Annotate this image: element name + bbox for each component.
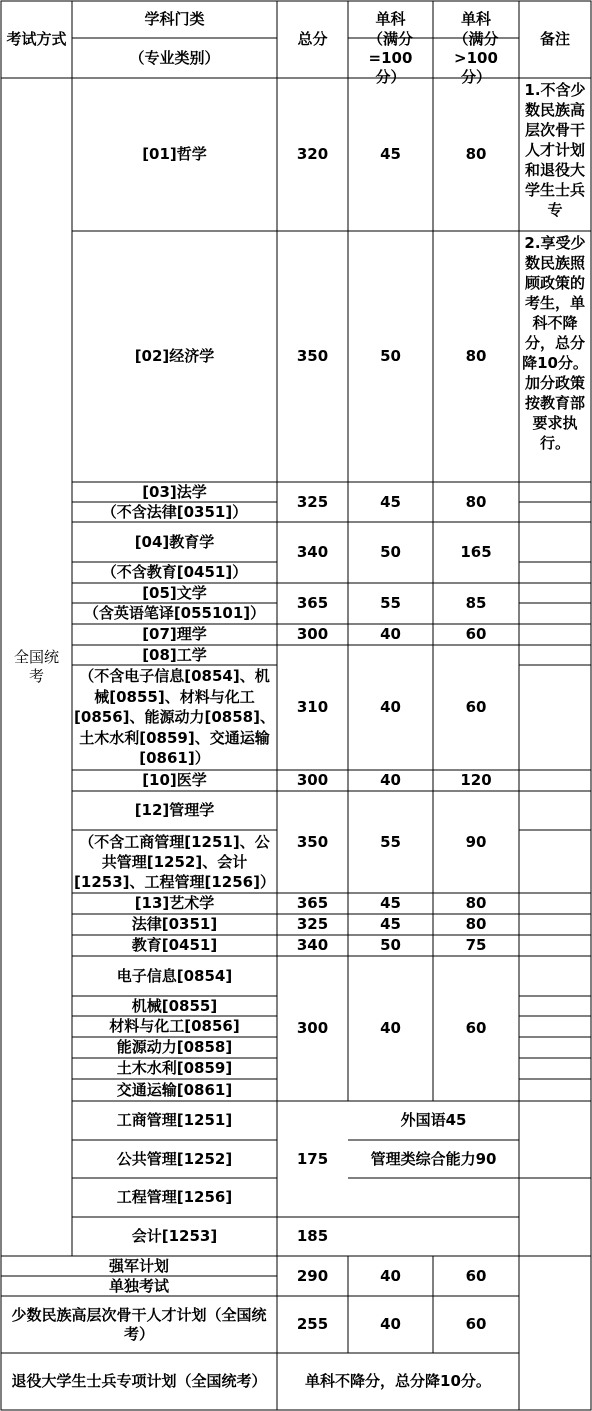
row-philosophy-single-b: 80 — [465, 145, 487, 163]
row-management-total: 350 — [296, 832, 329, 851]
row-eng-group-item: 交通运输[0861] — [116, 1080, 233, 1099]
row-mgmt-group-item: 工程管理[1256] — [116, 1188, 233, 1206]
row-economics-single-a: 50 — [380, 347, 401, 365]
row-special-total: 290 — [296, 1266, 329, 1285]
row-eng-group-item: 材料与化工[0856] — [109, 1017, 240, 1035]
row-management-single-a: 55 — [380, 832, 401, 851]
row-literature-total: 365 — [296, 594, 329, 612]
row-art-single-b: 80 — [465, 894, 487, 912]
row-management-note: （不含工商管理[1251]、公共管理[1252]、会计[1253]、工程管理[1256]） — [74, 832, 275, 891]
row-veteran-name: 退役大学生士兵专项计划（全国统考） — [11, 1372, 267, 1390]
row-law-prof-single-a: 45 — [380, 915, 401, 933]
row-veteran-policy: 单科不降分，总分降10分。 — [305, 1372, 491, 1390]
row-minority-single-a: 40 — [380, 1315, 401, 1333]
row-mgmt-group-mgmt-ability: 管理类综合能力90 — [370, 1149, 497, 1168]
row-law-name: [03]法学 — [142, 482, 207, 501]
row-medicine-total: 300 — [296, 771, 329, 789]
row-education-single-a: 50 — [380, 543, 401, 561]
row-special-name-1: 强军计划 — [108, 1256, 169, 1275]
row-eng-group-item: 机械[0855] — [131, 996, 218, 1015]
row-economics-single-b: 80 — [465, 347, 487, 365]
header-remarks: 备注 — [539, 30, 570, 48]
row-special-name-2: 单独考试 — [108, 1276, 169, 1295]
header-single-b-sub: （满分>100分） — [453, 29, 499, 86]
row-education-name: [04]教育学 — [134, 532, 215, 551]
row-engineering-total: 310 — [296, 698, 329, 716]
row-literature-name: [05]文学 — [142, 583, 207, 602]
row-eng-group-item: 能源动力[0858] — [116, 1038, 233, 1056]
row-mgmt-group-total: 175 — [296, 1149, 329, 1168]
row-law-note: （不含法律[0351]） — [101, 502, 248, 521]
row-medicine-single-a: 40 — [380, 771, 401, 789]
row-economics-total: 350 — [296, 347, 329, 365]
row-edu-prof-name: 教育[0451] — [131, 936, 218, 954]
row-philosophy-total: 320 — [296, 145, 329, 163]
row-accounting-total: 185 — [296, 1227, 329, 1245]
row-art-name: [13]艺术学 — [134, 894, 215, 912]
row-special-single-a: 40 — [380, 1266, 401, 1285]
row-minority-single-b: 60 — [465, 1315, 487, 1333]
row-eng-group-item: 土木水利[0859] — [116, 1059, 233, 1077]
row-eng-group-total: 300 — [296, 1019, 329, 1037]
row-economics-name: [02]经济学 — [134, 347, 215, 365]
row-management-single-b: 90 — [465, 832, 487, 851]
row-law-single-a: 45 — [380, 492, 401, 511]
row-philosophy-name: [01]哲学 — [142, 145, 207, 163]
row-engineering-note: （不含电子信息[0854]、机械[0855]、材料与化工[0856]、能源动力[0858]、土木水利[0859]、交通运输[0861]） — [74, 667, 275, 768]
row-art-single-a: 45 — [380, 894, 401, 912]
row-edu-prof-total: 340 — [296, 936, 329, 954]
row-education-single-b: 165 — [460, 543, 492, 561]
row-mgmt-group-foreign-lang: 外国语45 — [400, 1111, 467, 1129]
row-law-single-b: 80 — [465, 492, 487, 511]
row-management-name: [12]管理学 — [134, 801, 215, 819]
row-philosophy-single-a: 45 — [380, 145, 401, 163]
header-major-category: （专业类别） — [129, 48, 220, 67]
row-engineering-single-a: 40 — [380, 698, 401, 716]
row-science-name: [07]理学 — [142, 625, 207, 643]
row-mgmt-group-item: 公共管理[1252] — [116, 1149, 233, 1168]
row-law-prof-name: 法律[0351] — [131, 915, 218, 933]
header-single-a: 单科 — [375, 10, 406, 28]
header-total: 总分 — [297, 30, 328, 48]
header-subject-category: 学科门类 — [144, 10, 205, 28]
row-minority-total: 255 — [296, 1315, 329, 1333]
row-eng-group-single-b: 60 — [465, 1019, 487, 1037]
row-medicine-single-b: 120 — [460, 771, 492, 789]
row-law-total: 325 — [296, 492, 329, 511]
remark-note-2: 2.享受少数民族照顾政策的考生，单科不降分，总分降10分。加分政策按教育部要求执行。 — [522, 234, 588, 452]
row-science-total: 300 — [296, 625, 329, 643]
exam-method-national: 全国统考 — [13, 648, 59, 685]
row-eng-group-single-a: 40 — [380, 1019, 401, 1037]
header-single-a-sub: （满分=100分） — [367, 29, 413, 86]
row-engineering-name: [08]工学 — [142, 645, 207, 664]
header-exam-method: 考试方式 — [6, 30, 67, 48]
row-science-single-a: 40 — [380, 625, 401, 643]
row-art-total: 365 — [296, 894, 329, 912]
row-engineering-single-b: 60 — [465, 698, 487, 716]
row-eng-group-item: 电子信息[0854] — [116, 966, 233, 985]
row-accounting-name: 会计[1253] — [131, 1227, 218, 1245]
header-single-b: 单科 — [460, 10, 491, 28]
row-science-single-b: 60 — [465, 625, 487, 643]
row-education-note: （不含教育[0451]） — [101, 563, 248, 581]
row-literature-note: （含英语笔译[055101]） — [83, 604, 266, 622]
row-edu-prof-single-a: 50 — [380, 936, 401, 954]
row-literature-single-b: 85 — [465, 594, 487, 612]
row-special-single-b: 60 — [465, 1266, 487, 1285]
row-edu-prof-single-b: 75 — [465, 936, 487, 954]
row-minority-name: 少数民族高层次骨干人才计划（全国统考） — [11, 1305, 267, 1343]
row-law-prof-single-b: 80 — [465, 915, 487, 933]
row-literature-single-a: 55 — [380, 594, 401, 612]
remark-note-1: 1.不含少数民族高层次骨干人才计划和退役大学生士兵专 — [524, 81, 586, 219]
row-law-prof-total: 325 — [296, 915, 329, 933]
row-medicine-name: [10]医学 — [142, 771, 207, 789]
row-education-total: 340 — [296, 543, 329, 561]
row-mgmt-group-item: 工商管理[1251] — [116, 1111, 233, 1129]
